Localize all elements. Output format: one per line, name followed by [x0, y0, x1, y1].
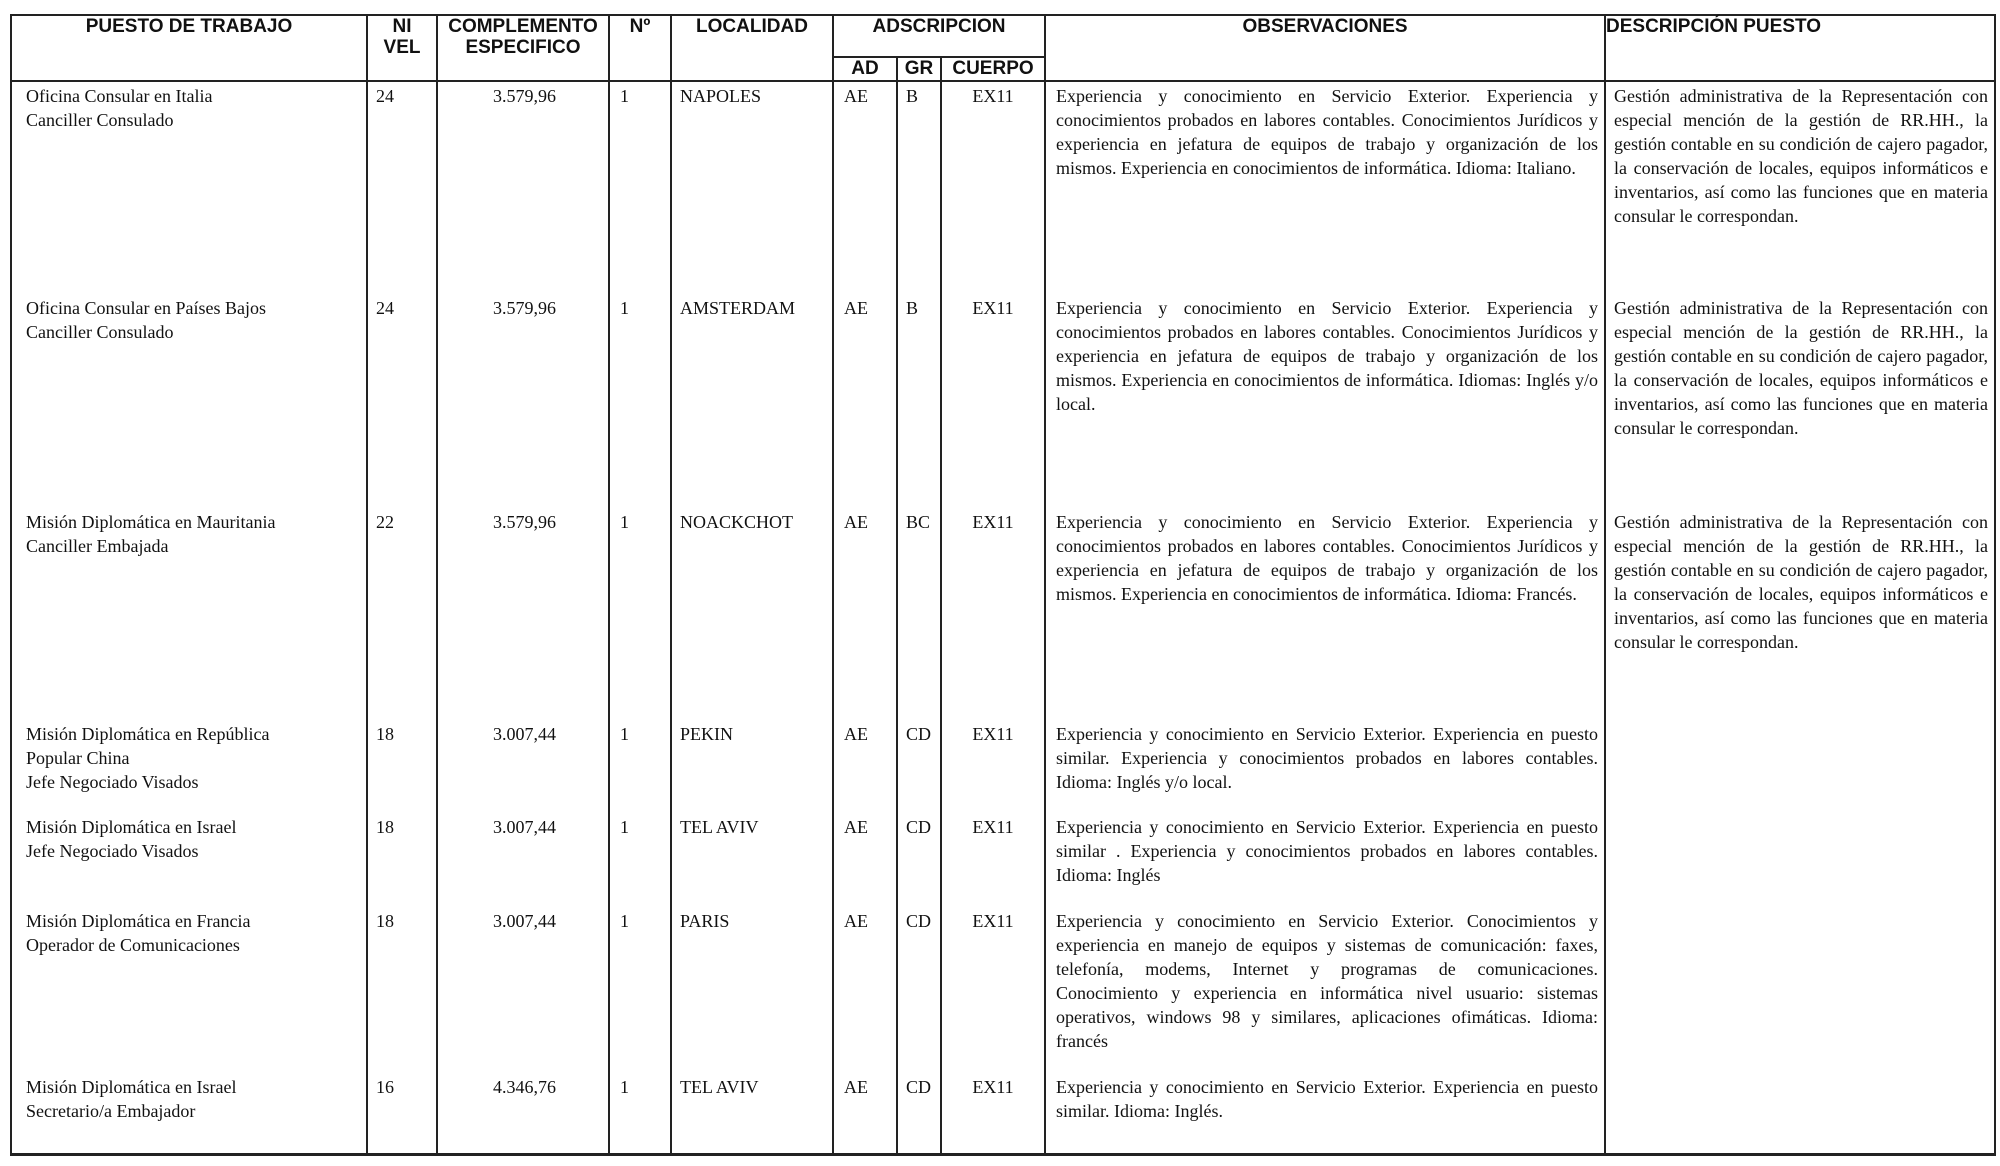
nivel-value: 24 — [376, 86, 394, 106]
cell-complemento — [437, 907, 609, 1073]
cell-descripcion — [1605, 294, 1995, 508]
cell-descripcion — [1605, 81, 1995, 294]
cell-localidad — [671, 81, 833, 294]
cell-numero — [609, 907, 671, 1073]
puesto-line: Secretario/a Embajador — [26, 1101, 196, 1121]
observaciones-text: Experiencia y conocimiento en Servicio Exterior. Experiencia en puesto similar . Experiencia y conocimientos probados en labores contables. Idioma: Inglés — [1056, 817, 1599, 885]
cuerpo-value: EX11 — [972, 1077, 1014, 1097]
puesto-line: Misión Diplomática en Mauritania — [26, 512, 276, 532]
cell-observaciones — [1045, 294, 1605, 508]
nivel-value: 16 — [376, 1077, 394, 1097]
observaciones-text: Experiencia y conocimiento en Servicio Exterior. Experiencia en puesto similar. Experiencia y conocimientos probados en labores contables. Idioma: Inglés y/o local. — [1056, 724, 1599, 792]
cell-localidad — [671, 720, 833, 813]
numero-value: 1 — [620, 1077, 629, 1097]
ad-value: AE — [844, 911, 868, 931]
cell-nivel — [367, 720, 437, 813]
cuerpo-value: EX11 — [972, 911, 1014, 931]
numero-value: 1 — [620, 298, 629, 318]
cell-complemento — [437, 1073, 609, 1154]
cell-puesto — [11, 813, 367, 907]
ad-value: AE — [844, 512, 868, 532]
cuerpo-value: EX11 — [972, 512, 1014, 532]
header-puesto: PUESTO DE TRABAJO — [11, 15, 367, 81]
table-row — [11, 720, 1995, 813]
gr-value: B — [906, 298, 919, 318]
cell-ad — [833, 907, 897, 1073]
header-gr: GR — [897, 57, 941, 81]
cell-puesto — [11, 294, 367, 508]
nivel-value: 18 — [376, 724, 394, 744]
cell-numero — [609, 813, 671, 907]
ad-value: AE — [844, 817, 868, 837]
cell-ad — [833, 1073, 897, 1154]
cell-cuerpo — [941, 813, 1045, 907]
cell-cuerpo — [941, 81, 1045, 294]
cell-gr — [897, 813, 941, 907]
cell-localidad — [671, 508, 833, 720]
header-ad: AD — [833, 57, 897, 81]
table-row — [11, 1073, 1995, 1154]
cell-descripcion — [1605, 1073, 1995, 1154]
puesto-line: Oficina Consular en Italia — [26, 86, 213, 106]
puesto-line: Oficina Consular en Países Bajos — [26, 298, 266, 318]
cell-observaciones — [1045, 813, 1605, 907]
descripcion-text: Gestión administrativa de la Representación con especial mención de la gestión de RR.HH., la gestión contable en su condición de cajero pagador, la conservación de locales, equipos informáticos e inventarios, así como las funciones que en materia consular le correspondan. — [1614, 86, 1989, 226]
gr-value: CD — [906, 817, 932, 837]
puesto-line: Misión Diplomática en Israel — [26, 817, 237, 837]
cell-descripcion — [1605, 508, 1995, 720]
cell-observaciones — [1045, 907, 1605, 1073]
cell-puesto — [11, 508, 367, 720]
cell-nivel — [367, 81, 437, 294]
puesto-line: Canciller Consulado — [26, 322, 174, 342]
puesto-line: Misión Diplomática en Francia — [26, 911, 251, 931]
ad-value: AE — [844, 1077, 868, 1097]
nivel-value: 24 — [376, 298, 394, 318]
cell-cuerpo — [941, 720, 1045, 813]
cell-puesto — [11, 81, 367, 294]
complemento-value: 4.346,76 — [493, 1077, 556, 1097]
nivel-value: 22 — [376, 512, 394, 532]
cell-observaciones — [1045, 81, 1605, 294]
cell-observaciones — [1045, 720, 1605, 813]
cell-numero — [609, 1073, 671, 1154]
gr-value: CD — [906, 1077, 932, 1097]
numero-value: 1 — [620, 512, 629, 532]
cell-puesto — [11, 907, 367, 1073]
header-localidad: LOCALIDAD — [671, 15, 833, 81]
cell-gr — [897, 1073, 941, 1154]
table-row — [11, 813, 1995, 907]
cell-numero — [609, 720, 671, 813]
cell-descripcion — [1605, 907, 1995, 1073]
ad-value: AE — [844, 86, 868, 106]
cell-gr — [897, 508, 941, 720]
cell-descripcion — [1605, 720, 1995, 813]
descripcion-text: Gestión administrativa de la Representación con especial mención de la gestión de RR.HH., la gestión contable en su condición de cajero pagador, la conservación de locales, equipos informáticos e inventarios, así como las funciones que en materia consular le correspondan. — [1614, 298, 1989, 438]
ad-value: AE — [844, 298, 868, 318]
puesto-line: Misión Diplomática en República — [26, 724, 270, 744]
nivel-value: 18 — [376, 911, 394, 931]
complemento-value: 3.007,44 — [493, 817, 556, 837]
complemento-value: 3.579,96 — [493, 512, 556, 532]
cell-numero — [609, 508, 671, 720]
observaciones-text: Experiencia y conocimiento en Servicio Exterior. Conocimientos y experiencia en manejo de equipos y sistemas de comunicación: faxes, telefonía, modems, Internet y programas de comunicaciones. Conocimiento y experiencia en informática nivel usuario: sistemas operativos, windows 98 y similares, aplicaciones ofimáticas. Idioma: francés — [1056, 911, 1599, 1051]
localidad-value: PARIS — [680, 911, 730, 931]
cell-cuerpo — [941, 1073, 1045, 1154]
observaciones-text: Experiencia y conocimiento en Servicio Exterior. Experiencia y conocimientos probados en labores contables. Conocimientos Jurídicos y experiencia en jefatura de equipos de trabajo y organización de los mismos. Experiencia en conocimientos de informática. Idioma: Francés. — [1056, 512, 1599, 604]
puesto-line: Misión Diplomática en Israel — [26, 1077, 237, 1097]
puesto-line: Canciller Embajada — [26, 536, 169, 556]
cell-localidad — [671, 813, 833, 907]
cuerpo-value: EX11 — [972, 817, 1014, 837]
localidad-value: TEL AVIV — [680, 1077, 759, 1097]
cell-ad — [833, 720, 897, 813]
table-row — [11, 81, 1995, 294]
cell-cuerpo — [941, 294, 1045, 508]
gr-value: CD — [906, 724, 932, 744]
cell-puesto — [11, 720, 367, 813]
ad-value: AE — [844, 724, 868, 744]
cell-observaciones — [1045, 508, 1605, 720]
cell-gr — [897, 720, 941, 813]
localidad-value: NAPOLES — [680, 86, 762, 106]
complemento-value: 3.579,96 — [493, 298, 556, 318]
complemento-value: 3.007,44 — [493, 724, 556, 744]
job-listing-document — [10, 14, 1994, 1162]
puesto-line: Operador de Comunicaciones — [26, 935, 240, 955]
table-body — [11, 81, 1995, 1154]
numero-value: 1 — [620, 86, 629, 106]
cell-ad — [833, 508, 897, 720]
cell-complemento — [437, 720, 609, 813]
header-adscripcion: ADSCRIPCION — [833, 15, 1045, 57]
cell-numero — [609, 294, 671, 508]
cell-ad — [833, 81, 897, 294]
cuerpo-value: EX11 — [972, 724, 1014, 744]
observaciones-text: Experiencia y conocimiento en Servicio Exterior. Experiencia y conocimientos probados en labores contables. Conocimientos Jurídicos y experiencia en jefatura de equipos de trabajo y organización de los mismos. Experiencia en conocimientos de informática. Idioma: Italiano. — [1056, 86, 1599, 178]
cell-localidad — [671, 1073, 833, 1154]
cell-nivel — [367, 294, 437, 508]
cell-ad — [833, 294, 897, 508]
nivel-value: 18 — [376, 817, 394, 837]
cell-nivel — [367, 508, 437, 720]
cell-gr — [897, 81, 941, 294]
cell-localidad — [671, 294, 833, 508]
complemento-value: 3.579,96 — [493, 86, 556, 106]
cell-puesto — [11, 1073, 367, 1154]
complemento-value: 3.007,44 — [493, 911, 556, 931]
cell-numero — [609, 81, 671, 294]
localidad-value: AMSTERDAM — [680, 298, 796, 318]
table-row — [11, 508, 1995, 720]
numero-value: 1 — [620, 817, 629, 837]
cell-complemento — [437, 81, 609, 294]
localidad-value: TEL AVIV — [680, 817, 759, 837]
cell-nivel — [367, 1073, 437, 1154]
cell-ad — [833, 813, 897, 907]
header-descripcion: DESCRIPCIÓN PUESTO — [1605, 15, 1995, 81]
header-complemento: COMPLEMENTO ESPECIFICO — [437, 15, 609, 81]
header-numero: Nº — [609, 15, 671, 81]
localidad-value: PEKIN — [680, 724, 733, 744]
observaciones-text: Experiencia y conocimiento en Servicio Exterior. Experiencia en puesto similar. Idioma: Inglés. — [1056, 1077, 1599, 1121]
cuerpo-value: EX11 — [972, 298, 1014, 318]
cell-descripcion — [1605, 813, 1995, 907]
table-row — [11, 907, 1995, 1073]
cell-gr — [897, 907, 941, 1073]
cell-gr — [897, 294, 941, 508]
numero-value: 1 — [620, 911, 629, 931]
gr-value: CD — [906, 911, 932, 931]
cell-localidad — [671, 907, 833, 1073]
numero-value: 1 — [620, 724, 629, 744]
puesto-line: Canciller Consulado — [26, 110, 174, 130]
job-positions-table — [10, 14, 1996, 1156]
header-nivel: NI VEL — [367, 15, 437, 81]
cell-observaciones — [1045, 1073, 1605, 1154]
cuerpo-value: EX11 — [972, 86, 1014, 106]
gr-value: B — [906, 86, 919, 106]
cell-cuerpo — [941, 508, 1045, 720]
descripcion-text: Gestión administrativa de la Representación con especial mención de la gestión de RR.HH., la gestión contable en su condición de cajero pagador, la conservación de locales, equipos informáticos e inventarios, así como las funciones que en materia consular le correspondan. — [1614, 512, 1989, 652]
localidad-value: NOACKCHOT — [680, 512, 794, 532]
cell-complemento — [437, 813, 609, 907]
puesto-line: Jefe Negociado Visados — [26, 841, 199, 861]
header-cuerpo: CUERPO — [941, 57, 1045, 81]
puesto-line: Jefe Negociado Visados — [26, 772, 199, 792]
table-row — [11, 294, 1995, 508]
puesto-line: Popular China — [26, 748, 130, 768]
cell-nivel — [367, 813, 437, 907]
gr-value: BC — [906, 512, 931, 532]
cell-cuerpo — [941, 907, 1045, 1073]
observaciones-text: Experiencia y conocimiento en Servicio Exterior. Experiencia y conocimientos probados en labores contables. Conocimientos Jurídicos y experiencia en jefatura de equipos de trabajo y organización de los mismos. Experiencia en conocimientos de informática. Idiomas: Inglés y/o local. — [1056, 298, 1599, 414]
table-header — [11, 15, 1995, 81]
cell-complemento — [437, 508, 609, 720]
cell-nivel — [367, 907, 437, 1073]
header-observaciones: OBSERVACIONES — [1045, 15, 1605, 81]
cell-complemento — [437, 294, 609, 508]
